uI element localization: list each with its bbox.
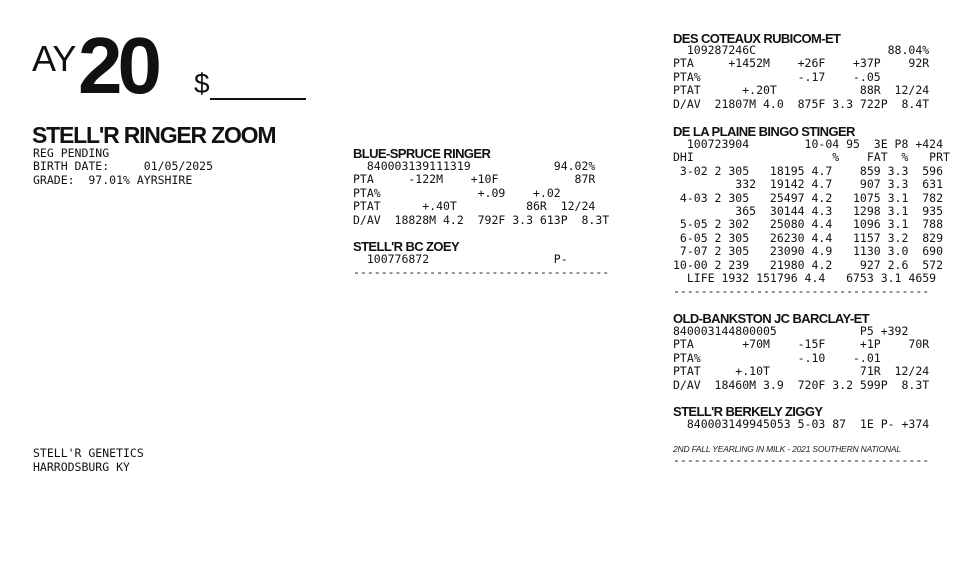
granddam-stat-line: DHI % FAT % PRT xyxy=(673,150,950,165)
dam-name: STELL'R BC ZOEY xyxy=(353,239,460,254)
registration-status: REG PENDING xyxy=(33,146,110,160)
sire-of-granddam-stats xyxy=(673,325,929,392)
granddam-stat-line: LIFE 1932 151796 4.4 6753 3.1 4659 xyxy=(673,271,937,286)
sire-stat-line: PTA% +.09 +.02 xyxy=(353,185,561,200)
granddam-stat-line: 6-05 2 305 26230 4.4 1157 3.2 829 xyxy=(673,230,944,245)
lot-number: 20 xyxy=(78,21,157,110)
sire-stat-line: 840003139111319 94.02% xyxy=(353,159,596,173)
birth-date: BIRTH DATE: 01/05/2025 xyxy=(33,159,214,173)
great-granddam-name: STELL'R BERKELY ZIGGY xyxy=(673,404,823,419)
sire-of-dam-stat-line: PTA% -.17 -.05 xyxy=(673,69,881,84)
sire-stats xyxy=(353,160,609,227)
sire-of-granddam-stat-line: PTA% -.10 -.01 xyxy=(673,350,881,365)
price-currency: $ xyxy=(194,68,210,99)
dam-stats xyxy=(353,253,609,280)
sire-of-granddam-stat-line: 840003144800005 P5 +392 xyxy=(673,324,909,338)
granddam-stat-line: 4-03 2 305 25497 4.2 1075 3.1 782 xyxy=(673,190,944,205)
sire-name: BLUE-SPRUCE RINGER xyxy=(353,146,491,161)
divider: ------------------------------------- xyxy=(673,453,930,467)
sire-of-dam-name: DES COTEAUX RUBICOM-ET xyxy=(673,31,841,46)
divider: ------------------------------------- xyxy=(673,284,930,299)
sire-of-granddam-name: OLD-BANKSTON JC BARCLAY-ET xyxy=(673,311,870,326)
granddam-stats xyxy=(673,138,950,299)
granddam-stat-line: 10-00 2 239 21980 4.2 927 2.6 572 xyxy=(673,257,944,272)
price-line xyxy=(210,98,306,100)
sire-stat-line: PTAT +.40T 86R 12/24 xyxy=(353,199,596,214)
sire-of-dam-stats xyxy=(673,44,929,111)
granddam-stat-line: 365 30144 4.3 1298 3.1 935 xyxy=(673,204,944,219)
granddam-stat-line: 332 19142 4.7 907 3.3 631 xyxy=(673,177,944,192)
granddam-name: DE LA PLAINE BINGO STINGER xyxy=(673,124,855,139)
consignor-name: STELL'R GENETICS xyxy=(33,446,144,460)
sire-stat-line: D/AV 18828M 4.2 792F 3.3 613P 8.3T xyxy=(353,212,610,227)
sire-of-granddam-stat-line: D/AV 18460M 3.9 720F 3.2 599P 8.3T xyxy=(673,377,930,392)
granddam-stat-line: 5-05 2 302 25080 4.4 1096 3.1 788 xyxy=(673,217,944,232)
dam-stat-line: 100776872 P- xyxy=(353,252,568,266)
sire-stat-line: PTA -122M +10F 87R xyxy=(353,172,596,187)
granddam-stat-line: 7-07 2 305 23090 4.9 1130 3.0 690 xyxy=(673,244,944,259)
sire-of-granddam-stat-line: PTAT +.10T 71R 12/24 xyxy=(673,364,930,379)
great-granddam-stat-line: 840003149945053 5-03 87 1E P- +374 xyxy=(673,417,930,431)
sire-of-dam-stat-line: PTA +1452M +26F +37P 92R xyxy=(673,56,930,71)
lot-prefix: AY xyxy=(32,38,76,79)
sire-of-dam-stat-line: D/AV 21807M 4.0 875F 3.3 722P 8.4T xyxy=(673,96,930,111)
granddam-stat-line: 100723904 10-04 95 3E P8 +424 xyxy=(673,137,944,151)
consignor-location: HARRODSBURG KY xyxy=(33,460,130,474)
grade: GRADE: 97.01% AYRSHIRE xyxy=(33,173,193,187)
divider: ------------------------------------- xyxy=(353,265,610,280)
granddam-stat-line: 3-02 2 305 18195 4.7 859 3.3 596 xyxy=(673,163,944,178)
show-record-note: 2ND FALL YEARLING IN MILK - 2021 SOUTHERN NATIONAL xyxy=(673,444,901,454)
sire-of-granddam-stat-line: PTA +70M -15F +1P 70R xyxy=(673,337,930,352)
animal-name: STELL'R RINGER ZOOM xyxy=(32,122,276,148)
sire-of-dam-stat-line: PTAT +.20T 88R 12/24 xyxy=(673,83,930,98)
sire-of-dam-stat-line: 109287246C 88.04% xyxy=(673,43,930,57)
